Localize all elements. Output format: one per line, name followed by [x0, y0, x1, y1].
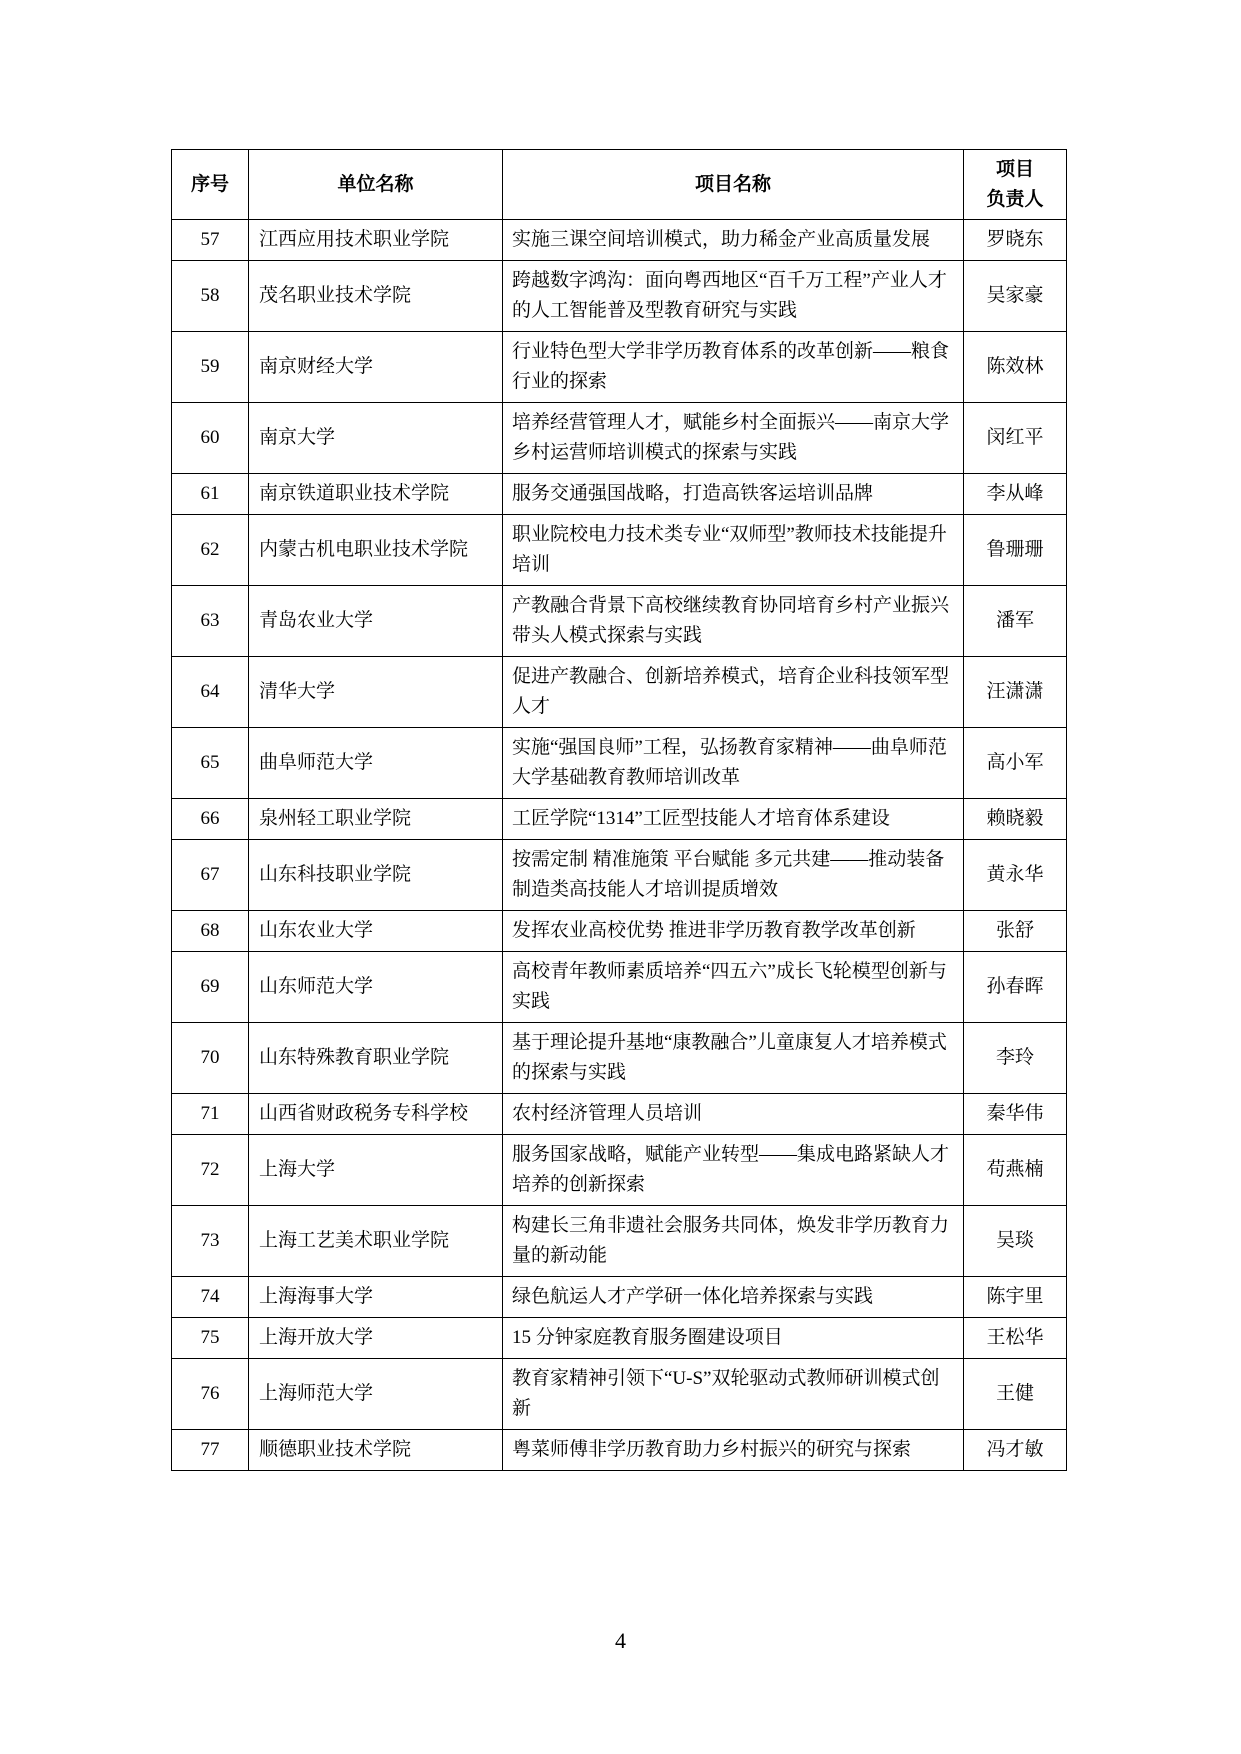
table-row	[172, 952, 1067, 1023]
table-row	[172, 474, 1067, 515]
col-header-index: 序号	[172, 150, 249, 220]
row-index: 69	[172, 952, 249, 1023]
row-unit-name: 江西应用技术职业学院	[249, 220, 503, 261]
row-unit-name: 南京财经大学	[249, 332, 503, 403]
row-project-name: 实施“强国良师”工程，弘扬教育家精神——曲阜师范大学基础教育教师培训改革	[503, 728, 964, 799]
table-row	[172, 657, 1067, 728]
row-unit-name: 曲阜师范大学	[249, 728, 503, 799]
row-leader-name: 王健	[964, 1359, 1067, 1430]
row-unit-name: 上海工艺美术职业学院	[249, 1206, 503, 1277]
row-unit-name: 青岛农业大学	[249, 586, 503, 657]
row-project-name: 工匠学院“1314”工匠型技能人才培育体系建设	[503, 799, 964, 840]
row-project-name: 农村经济管理人员培训	[503, 1094, 964, 1135]
row-leader-name: 潘军	[964, 586, 1067, 657]
table-row	[172, 261, 1067, 332]
row-unit-name: 南京大学	[249, 403, 503, 474]
row-index: 64	[172, 657, 249, 728]
table-row	[172, 1094, 1067, 1135]
row-unit-name: 南京铁道职业技术学院	[249, 474, 503, 515]
row-project-name: 绿色航运人才产学研一体化培养探索与实践	[503, 1277, 964, 1318]
table-row	[172, 1206, 1067, 1277]
col-header-project: 项目名称	[503, 150, 964, 220]
row-project-name: 职业院校电力技术类专业“双师型”教师技术技能提升培训	[503, 515, 964, 586]
row-unit-name: 上海开放大学	[249, 1318, 503, 1359]
row-leader-name: 罗晓东	[964, 220, 1067, 261]
row-project-name: 按需定制 精准施策 平台赋能 多元共建——推动装备制造类高技能人才培训提质增效	[503, 840, 964, 911]
table-row	[172, 1359, 1067, 1430]
col-header-leader-line2: 负责人	[986, 188, 1044, 210]
row-leader-name: 黄永华	[964, 840, 1067, 911]
row-unit-name: 泉州轻工职业学院	[249, 799, 503, 840]
row-leader-name: 陈效林	[964, 332, 1067, 403]
row-leader-name: 张舒	[964, 911, 1067, 952]
row-leader-name: 赖晓毅	[964, 799, 1067, 840]
row-leader-name: 陈宇里	[964, 1277, 1067, 1318]
row-unit-name: 内蒙古机电职业技术学院	[249, 515, 503, 586]
row-index: 58	[172, 261, 249, 332]
row-unit-name: 山东农业大学	[249, 911, 503, 952]
row-index: 77	[172, 1430, 249, 1471]
row-project-name: 构建长三角非遗社会服务共同体，焕发非学历教育力量的新动能	[503, 1206, 964, 1277]
row-index: 65	[172, 728, 249, 799]
table-row	[172, 586, 1067, 657]
row-index: 70	[172, 1023, 249, 1094]
row-leader-name: 秦华伟	[964, 1094, 1067, 1135]
row-leader-name: 苟燕楠	[964, 1135, 1067, 1206]
row-leader-name: 冯才敏	[964, 1430, 1067, 1471]
row-index: 63	[172, 586, 249, 657]
row-project-name: 培养经营管理人才，赋能乡村全面振兴——南京大学乡村运营师培训模式的探索与实践	[503, 403, 964, 474]
row-leader-name: 鲁珊珊	[964, 515, 1067, 586]
row-index: 75	[172, 1318, 249, 1359]
row-leader-name: 高小军	[964, 728, 1067, 799]
table-row	[172, 403, 1067, 474]
row-project-name: 高校青年教师素质培养“四五六”成长飞轮模型创新与实践	[503, 952, 964, 1023]
table-row	[172, 728, 1067, 799]
row-project-name: 服务国家战略，赋能产业转型——集成电路紧缺人才培养的创新探索	[503, 1135, 964, 1206]
table-row	[172, 1318, 1067, 1359]
row-unit-name: 清华大学	[249, 657, 503, 728]
row-project-name: 教育家精神引领下“U-S”双轮驱动式教师研训模式创新	[503, 1359, 964, 1430]
row-leader-name: 吴家豪	[964, 261, 1067, 332]
row-project-name: 跨越数字鸿沟：面向粤西地区“百千万工程”产业人才的人工智能普及型教育研究与实践	[503, 261, 964, 332]
row-index: 61	[172, 474, 249, 515]
row-index: 73	[172, 1206, 249, 1277]
row-project-name: 发挥农业高校优势 推进非学历教育教学改革创新	[503, 911, 964, 952]
table-row	[172, 799, 1067, 840]
col-header-unit: 单位名称	[249, 150, 503, 220]
table-row	[172, 1135, 1067, 1206]
row-leader-name: 闵红平	[964, 403, 1067, 474]
row-project-name: 产教融合背景下高校继续教育协同培育乡村产业振兴带头人模式探索与实践	[503, 586, 964, 657]
row-project-name: 行业特色型大学非学历教育体系的改革创新——粮食行业的探索	[503, 332, 964, 403]
row-project-name: 服务交通强国战略，打造高铁客运培训品牌	[503, 474, 964, 515]
col-header-leader-line1: 项目	[995, 158, 1034, 180]
row-project-name: 实施三课空间培训模式，助力稀金产业高质量发展	[503, 220, 964, 261]
row-unit-name: 山西省财政税务专科学校	[249, 1094, 503, 1135]
row-leader-name: 李玲	[964, 1023, 1067, 1094]
row-project-name: 促进产教融合、创新培养模式，培育企业科技领军型人才	[503, 657, 964, 728]
table-row	[172, 911, 1067, 952]
table-row	[172, 332, 1067, 403]
row-index: 62	[172, 515, 249, 586]
table-row	[172, 1023, 1067, 1094]
row-leader-name: 王松华	[964, 1318, 1067, 1359]
projects-table	[171, 149, 1067, 1471]
col-header-leader	[964, 150, 1067, 220]
row-leader-name: 李从峰	[964, 474, 1067, 515]
row-unit-name: 上海师范大学	[249, 1359, 503, 1430]
table-row	[172, 1430, 1067, 1471]
row-unit-name: 上海海事大学	[249, 1277, 503, 1318]
projects-table-container	[171, 149, 1066, 1471]
row-unit-name: 顺德职业技术学院	[249, 1430, 503, 1471]
row-project-name: 基于理论提升基地“康教融合”儿童康复人才培养模式的探索与实践	[503, 1023, 964, 1094]
header-row	[172, 150, 1067, 220]
row-index: 57	[172, 220, 249, 261]
table-header	[172, 150, 1067, 220]
row-unit-name: 山东科技职业学院	[249, 840, 503, 911]
row-index: 60	[172, 403, 249, 474]
row-unit-name: 山东师范大学	[249, 952, 503, 1023]
row-index: 72	[172, 1135, 249, 1206]
row-unit-name: 山东特殊教育职业学院	[249, 1023, 503, 1094]
table-body	[172, 220, 1067, 1471]
row-project-name: 粤菜师傅非学历教育助力乡村振兴的研究与探索	[503, 1430, 964, 1471]
row-unit-name: 茂名职业技术学院	[249, 261, 503, 332]
row-index: 71	[172, 1094, 249, 1135]
table-row	[172, 220, 1067, 261]
row-leader-name: 汪潇潇	[964, 657, 1067, 728]
page-number: 4	[615, 1628, 626, 1653]
row-leader-name: 孙春晖	[964, 952, 1067, 1023]
table-row	[172, 515, 1067, 586]
row-index: 74	[172, 1277, 249, 1318]
row-index: 59	[172, 332, 249, 403]
row-index: 67	[172, 840, 249, 911]
row-index: 68	[172, 911, 249, 952]
row-unit-name: 上海大学	[249, 1135, 503, 1206]
row-leader-name: 吴琰	[964, 1206, 1067, 1277]
row-project-name: 15 分钟家庭教育服务圈建设项目	[503, 1318, 964, 1359]
table-row	[172, 840, 1067, 911]
row-index: 66	[172, 799, 249, 840]
row-index: 76	[172, 1359, 249, 1430]
table-row	[172, 1277, 1067, 1318]
